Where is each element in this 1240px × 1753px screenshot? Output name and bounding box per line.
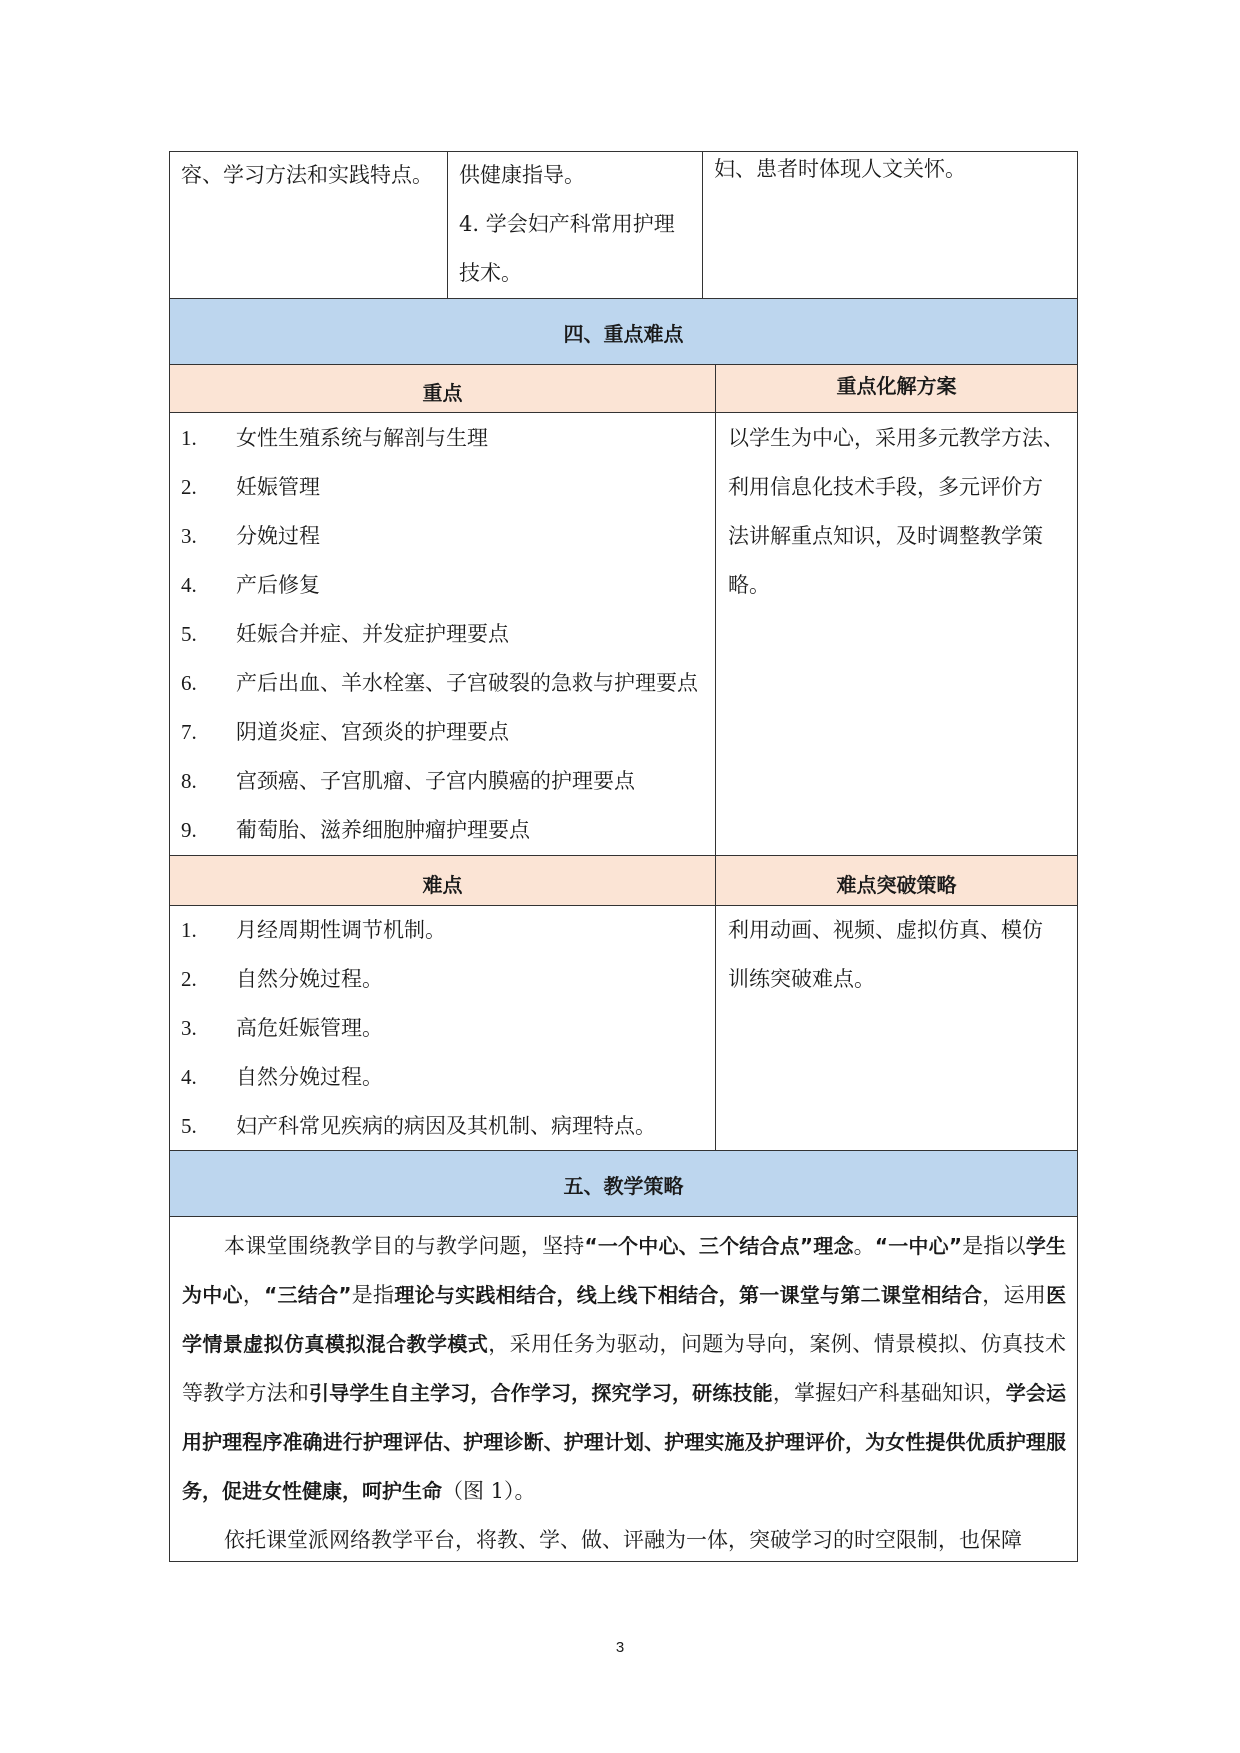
platform-paragraph (182, 1516, 1066, 1565)
list-item (181, 906, 656, 955)
top-col1 (181, 151, 433, 200)
difficulty-strategy-line: 利用动画、视频、虚拟仿真、模仿 (728, 918, 1043, 942)
list-item (181, 1102, 656, 1151)
item-number: 9. (181, 818, 197, 842)
item-text: 产后出血、羊水栓塞、子宫破裂的急救与护理要点 (236, 671, 698, 695)
key-solution-line: 法讲解重点知识，及时调整教学策 (728, 524, 1043, 548)
para-bold: “三结合” (264, 1283, 352, 1307)
list-item (181, 1004, 656, 1053)
item-text: 自然分娩过程。 (236, 1065, 383, 1089)
para-bold: 学生为中心 (182, 1234, 1067, 1307)
col-divider (702, 151, 703, 298)
key-solution-line: 略。 (728, 573, 770, 597)
difficulties-list (181, 906, 656, 1151)
top-col2-line: 供健康指导。 (459, 163, 585, 187)
key-solution-header: 重点化解方案 (836, 374, 957, 398)
para-text: 是指 (351, 1283, 395, 1307)
para-text: 本课堂围绕教学目的与教学问题，坚持 (224, 1234, 585, 1258)
item-number: 1. (181, 918, 197, 942)
top-col2 (459, 151, 675, 298)
page-number: 3 (615, 1639, 625, 1656)
key-points-list (181, 414, 698, 855)
item-text: 阴道炎症、宫颈炎的护理要点 (236, 720, 509, 744)
item-text: 妊娠合并症、并发症护理要点 (236, 622, 509, 646)
item-number: 5. (181, 1114, 197, 1138)
item-text: 宫颈癌、子宫肌瘤、子宫内膜癌的护理要点 (236, 769, 635, 793)
item-text: 分娩过程 (236, 524, 320, 548)
list-item (181, 414, 698, 463)
para-text: ，采用任务为驱动，问题为导向，案例、情景模拟、仿真技术等教学方法和 (182, 1332, 1067, 1405)
item-number: 5. (181, 622, 197, 646)
list-item (181, 512, 698, 561)
para-text: 是指以 (961, 1234, 1026, 1258)
list-item (181, 463, 698, 512)
key-solution-line: 利用信息化技术手段，多元评价方 (728, 475, 1043, 499)
item-number: 4. (181, 573, 197, 597)
list-item (181, 561, 698, 610)
row-divider (169, 412, 1078, 413)
para-bold: 学会运用护理程序准确进行护理评估、护理诊断、护理计划、护理实施及护理评价，为女性提供优质护理服务，促进女性健康，呵护生命 (182, 1381, 1067, 1503)
item-number: 1. (181, 426, 197, 450)
list-item (181, 659, 698, 708)
para-text: ， (242, 1283, 265, 1307)
item-number: 3. (181, 524, 197, 548)
section4-title: 四、重点难点 (563, 322, 684, 346)
difficulties-header: 难点 (422, 873, 463, 897)
row-divider (169, 364, 1078, 365)
key-solution-line: 以学生为中心，采用多元教学方法、 (728, 426, 1064, 450)
item-text: 产后修复 (236, 573, 320, 597)
row-divider (169, 855, 1078, 856)
para-text: 。 (853, 1234, 875, 1258)
item-text: 高危妊娠管理。 (236, 1016, 383, 1040)
item-number: 8. (181, 769, 197, 793)
top-col2-line: 4. 学会妇产科常用护理 (459, 212, 675, 236)
para-text: ，运用 (982, 1283, 1047, 1307)
col-divider (447, 151, 448, 298)
para-bold: “一中心” (874, 1234, 962, 1258)
col-divider (715, 364, 716, 1150)
item-text: 月经周期性调节机制。 (236, 918, 446, 942)
para-text: 依托课堂派网络教学平台，将教、学、做、评融为一体，突破学习的时空限制，也保障 (224, 1528, 1022, 1552)
para-bold: 引导学生自主学习，合作学习，探究学习，研练技能 (309, 1381, 773, 1405)
list-item (181, 757, 698, 806)
list-item (181, 610, 698, 659)
top-col3 (714, 145, 966, 194)
top-col3-line: 妇、患者时体现人文关怀。 (714, 157, 966, 181)
item-number: 6. (181, 671, 197, 695)
list-item (181, 1053, 656, 1102)
top-col1-line: 容、学习方法和实践特点。 (181, 163, 433, 187)
item-number: 3. (181, 1016, 197, 1040)
item-number: 4. (181, 1065, 197, 1089)
teaching-strategy-paragraph (182, 1222, 1066, 1516)
difficulty-strategy-text (728, 906, 1043, 1004)
item-text: 妇产科常见疾病的病因及其机制、病理特点。 (236, 1114, 656, 1138)
key-solution-text (728, 414, 1064, 610)
difficulty-strategy-header: 难点突破策略 (836, 873, 957, 897)
item-text: 女性生殖系统与解剖与生理 (236, 426, 488, 450)
item-number: 7. (181, 720, 197, 744)
section5-title: 五、教学策略 (563, 1174, 684, 1198)
top-col2-line: 技术。 (459, 261, 522, 285)
para-text: ，掌握妇产科基础知识， (772, 1381, 1006, 1405)
item-text: 妊娠管理 (236, 475, 320, 499)
item-text: 葡萄胎、滋养细胞肿瘤护理要点 (236, 818, 530, 842)
para-bold: 医学情景虚拟仿真模拟混合教学模式 (182, 1283, 1067, 1356)
para-bold: 理论与实践相结合，线上线下相结合，第一课堂与第二课堂相结合 (394, 1283, 983, 1307)
key-points-header: 重点 (422, 381, 463, 405)
item-number: 2. (181, 475, 197, 499)
row-divider (169, 1216, 1078, 1217)
para-bold: “一个中心、三个结合点”理念 (584, 1234, 854, 1258)
list-item (181, 708, 698, 757)
row-divider (169, 298, 1078, 299)
item-text: 自然分娩过程。 (236, 967, 383, 991)
list-item (181, 806, 698, 855)
item-number: 2. (181, 967, 197, 991)
difficulty-strategy-line: 训练突破难点。 (728, 967, 875, 991)
list-item (181, 955, 656, 1004)
para-text: （图 1）。 (442, 1479, 536, 1503)
